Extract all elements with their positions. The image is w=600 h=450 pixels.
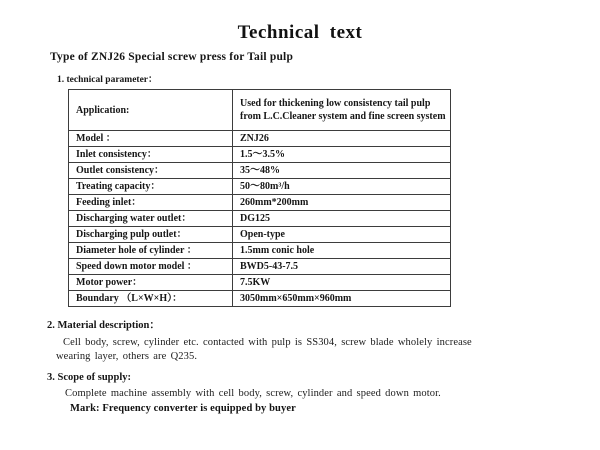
param-value: BWD5-43-7.5 xyxy=(233,259,451,275)
table-row xyxy=(69,195,451,211)
param-value: 3050mm×650mm×960mm xyxy=(233,291,451,307)
param-value: 7.5KW xyxy=(233,275,451,291)
param-value: 1.5mm conic hole xyxy=(233,243,451,259)
page-title: Technical text xyxy=(237,22,363,43)
table-row xyxy=(69,163,451,179)
table-row xyxy=(69,147,451,163)
param-value: 35～48% xyxy=(233,163,451,179)
table-row xyxy=(69,243,451,259)
param-value: ZNJ26 xyxy=(233,131,451,147)
section-2-heading: 2. Material description： xyxy=(47,320,160,331)
param-value: 260mm*200mm xyxy=(233,195,451,211)
document-subtitle: Type of ZNJ26 Special screw press for Tail pulp xyxy=(50,51,294,63)
param-label: Motor power： xyxy=(69,275,233,291)
section-1-heading: 1. technical parameter： xyxy=(57,75,158,85)
scope-paragraph: Complete machine assembly with cell body, screw, cylinder and speed down motor. xyxy=(65,388,441,399)
table-row xyxy=(69,179,451,195)
table-row xyxy=(69,211,451,227)
material-paragraph-line-2: wearing layer, others are Q235. xyxy=(56,351,198,362)
param-value: 50～80m³/h xyxy=(233,179,451,195)
table-row xyxy=(69,90,451,131)
param-label: Outlet consistency： xyxy=(69,163,233,179)
table-row xyxy=(69,227,451,243)
table-row xyxy=(69,275,451,291)
mark-note: Mark: Frequency converter is equipped by buyer xyxy=(70,403,296,414)
table-row xyxy=(69,259,451,275)
param-label: Application: xyxy=(69,90,233,131)
param-label: Treating capacity： xyxy=(69,179,233,195)
param-label: Feeding inlet： xyxy=(69,195,233,211)
param-label: Inlet consistency： xyxy=(69,147,233,163)
table-row xyxy=(69,131,451,147)
param-value: Open-type xyxy=(233,227,451,243)
param-label: Diameter hole of cylinder ： xyxy=(69,243,233,259)
param-label: Boundary （L×W×H）： xyxy=(69,291,233,307)
table-row xyxy=(69,291,451,307)
param-value: DG125 xyxy=(233,211,451,227)
param-label: Discharging water outlet： xyxy=(69,211,233,227)
param-label: Model ： xyxy=(69,131,233,147)
material-paragraph-line-1: Cell body, screw, cylinder etc. contacted with pulp is SS304, screw blade wholely increase xyxy=(63,337,472,348)
parameters-table xyxy=(68,89,451,307)
param-value: 1.5～3.5% xyxy=(233,147,451,163)
param-value: Used for thickening low consistency tail pulp from L.C.Cleaner system and fine screen system xyxy=(233,90,451,131)
section-3-heading: 3. Scope of supply: xyxy=(47,372,132,383)
param-label: Speed down motor model ： xyxy=(69,259,233,275)
param-label: Discharging pulp outlet： xyxy=(69,227,233,243)
